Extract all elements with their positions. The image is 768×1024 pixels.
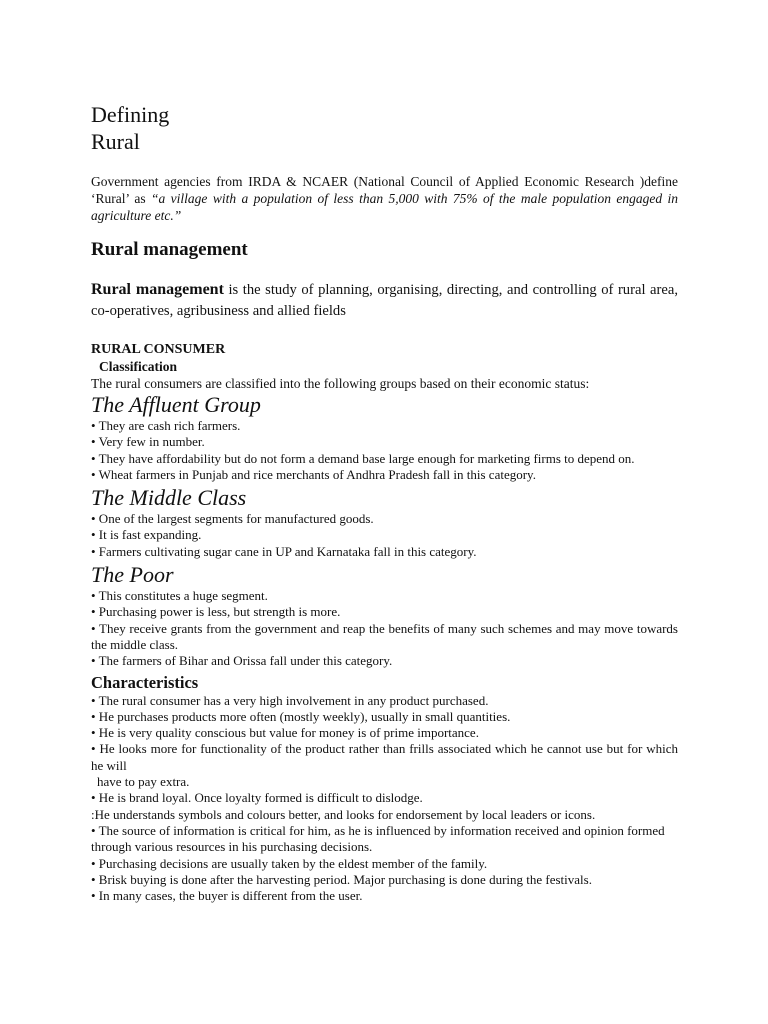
list-item: • The source of information is critical for him, as he is influenced by information received and opinion formed <box>91 822 665 838</box>
list-item: • Very few in number. <box>91 434 205 450</box>
list-item: • He is brand loyal. Once loyalty formed is difficult to dislodge. <box>91 790 423 806</box>
rural-management-paragraph <box>91 279 678 322</box>
poor-list <box>91 588 678 669</box>
rural-management-text: is the study of planning, organising, directing, and controlling of rural area, co-operatives, agribusiness and allied fields <box>91 282 678 319</box>
title-line-2: Rural <box>91 129 140 154</box>
rural-management-heading: Rural management <box>91 239 248 260</box>
list-item: • Brisk buying is done after the harvesting period. Major purchasing is done during the festivals. <box>91 871 592 887</box>
list-item-continuation: through various resources in his purchasing decisions. <box>91 839 373 855</box>
list-item: • He purchases products more often (mostly weekly), usually in small quantities. <box>91 708 511 724</box>
list-item: • Purchasing power is less, but strength is more. <box>91 604 341 620</box>
classification-heading: Classification <box>99 359 178 374</box>
list-item: • Wheat farmers in Punjab and rice merchants of Andhra Pradesh fall in this category. <box>91 466 536 482</box>
group-title-affluent: The Affluent Group <box>91 392 261 417</box>
list-item: :He understands symbols and colours better, and looks for endorsement by local leaders or icons. <box>91 806 596 822</box>
list-item: • This constitutes a huge segment. <box>91 588 268 604</box>
title-line-1: Defining <box>91 102 170 127</box>
list-item: • The rural consumer has a very high involvement in any product purchased. <box>91 692 489 708</box>
list-item: • He looks more for functionality of the product rather than frills associated which he cannot use but for which he will <box>91 741 678 773</box>
list-item: • Purchasing decisions are usually taken by the eldest member of the family. <box>91 855 488 871</box>
affluent-list <box>91 418 678 483</box>
page-title <box>91 101 678 155</box>
rural-management-term: Rural management <box>91 281 224 298</box>
list-item: • He is very quality conscious but value for money is of prime importance. <box>91 725 479 741</box>
definition-quote: “a village with a population of less than 5,000 with 75% of the male population engaged in agriculture etc.” <box>91 191 678 223</box>
list-item: • In many cases, the buyer is different from the user. <box>91 888 363 904</box>
group-title-middle-class: The Middle Class <box>91 485 247 511</box>
characteristics-list <box>91 693 678 905</box>
characteristics-heading: Characteristics <box>91 672 199 692</box>
list-item: • One of the largest segments for manufactured goods. <box>91 511 374 527</box>
classification-intro: The rural consumers are classified into the following groups based on their economic status: <box>91 376 590 391</box>
list-item: • Farmers cultivating sugar cane in UP and Karnataka fall in this category. <box>91 543 477 559</box>
rural-consumer-heading: RURAL CONSUMER <box>91 342 226 357</box>
list-item: • It is fast expanding. <box>91 527 202 543</box>
list-item-continuation: have to pay extra. <box>97 774 190 790</box>
document-body <box>91 101 678 904</box>
middle-class-list <box>91 511 678 560</box>
list-item: • They receive grants from the government and reap the benefits of many such schemes and may move towards the middle class. <box>91 620 678 652</box>
list-item: • The farmers of Bihar and Orissa fall under this category. <box>91 653 393 669</box>
list-item: • They are cash rich farmers. <box>91 418 241 433</box>
group-title-poor: The Poor <box>91 562 174 588</box>
definition-lead: Government agencies from IRDA & NCAER (National Council of Applied Economic Research )define ‘Rural’ as <box>91 174 678 206</box>
rural-definition <box>91 173 678 224</box>
list-item: • They have affordability but do not form a demand base large enough for marketing firms to depend on. <box>91 450 635 466</box>
